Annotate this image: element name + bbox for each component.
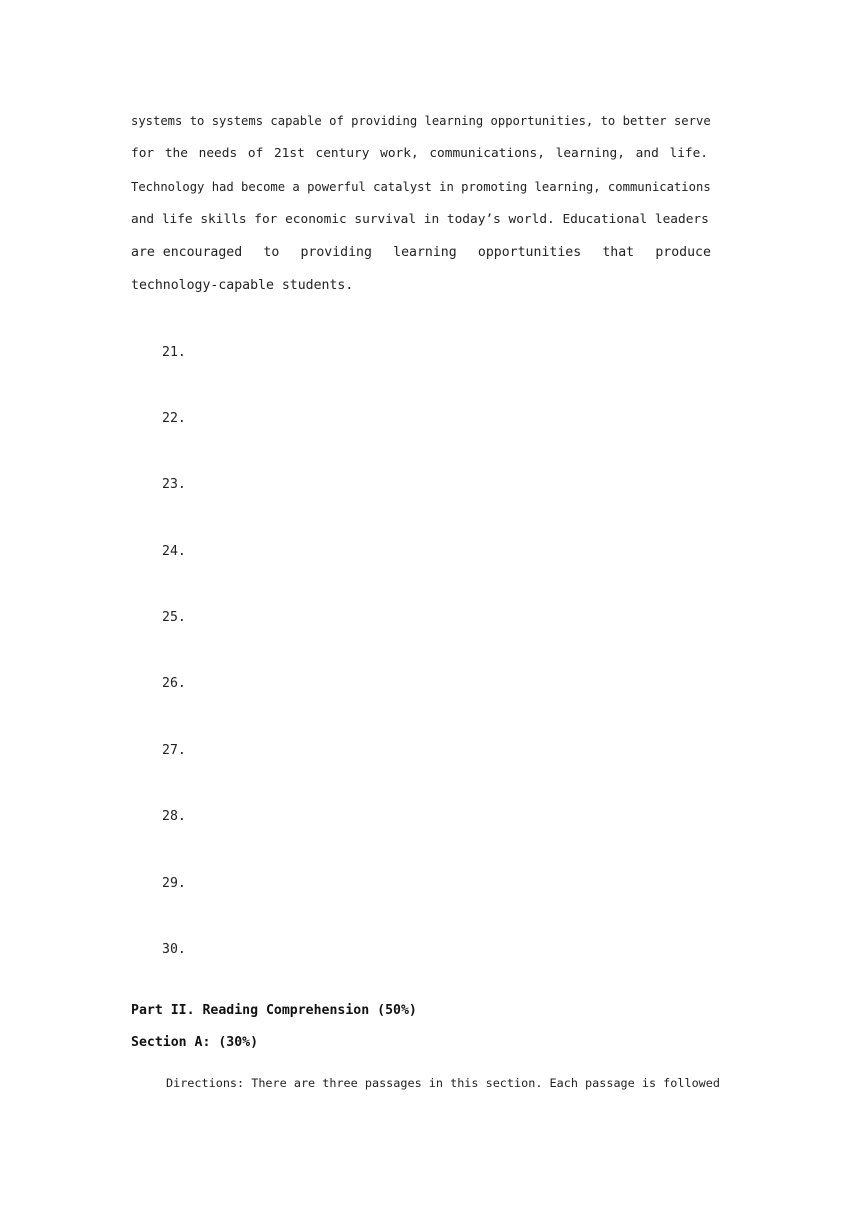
answer-number: 26. [162, 676, 186, 691]
directions-text: Directions: There are three passages in this section. Each passage is followed [166, 1076, 720, 1090]
answer-number: 23. [162, 477, 186, 492]
passage-word: learning [393, 245, 457, 260]
passage-word: providing [300, 245, 372, 260]
passage-word: are encouraged [131, 245, 243, 260]
answer-number: 30. [162, 942, 186, 957]
section-title: Section A: (30%) [131, 1035, 259, 1050]
passage-word: to [263, 245, 280, 260]
passage-line-3: Technology had become a powerful catalyst in promoting learning, communications [131, 180, 711, 194]
answer-number: 28. [162, 809, 186, 824]
answer-number: 29. [162, 876, 186, 891]
answer-number: 25. [162, 610, 186, 625]
passage-word: that [602, 245, 635, 260]
part-title: Part II. Reading Comprehension (50%) [131, 1003, 417, 1018]
passage-line-1: systems to systems capable of providing learning opportunities, to better serve [131, 114, 711, 128]
answer-number: 27. [162, 743, 186, 758]
passage-word: produce [655, 245, 711, 260]
passage-word: opportunities [477, 245, 582, 260]
answer-number: 22. [162, 411, 186, 426]
passage-line-4: and life skills for economic survival in today’s world. Educational leaders [131, 212, 709, 227]
answer-number: 21. [162, 345, 186, 360]
passage-line-2: for the needs of 21st century work, communications, learning, and life. [131, 146, 709, 161]
passage-line-5 [131, 244, 711, 262]
answer-number: 24. [162, 544, 186, 559]
passage-line-6: technology-capable students. [131, 278, 354, 293]
